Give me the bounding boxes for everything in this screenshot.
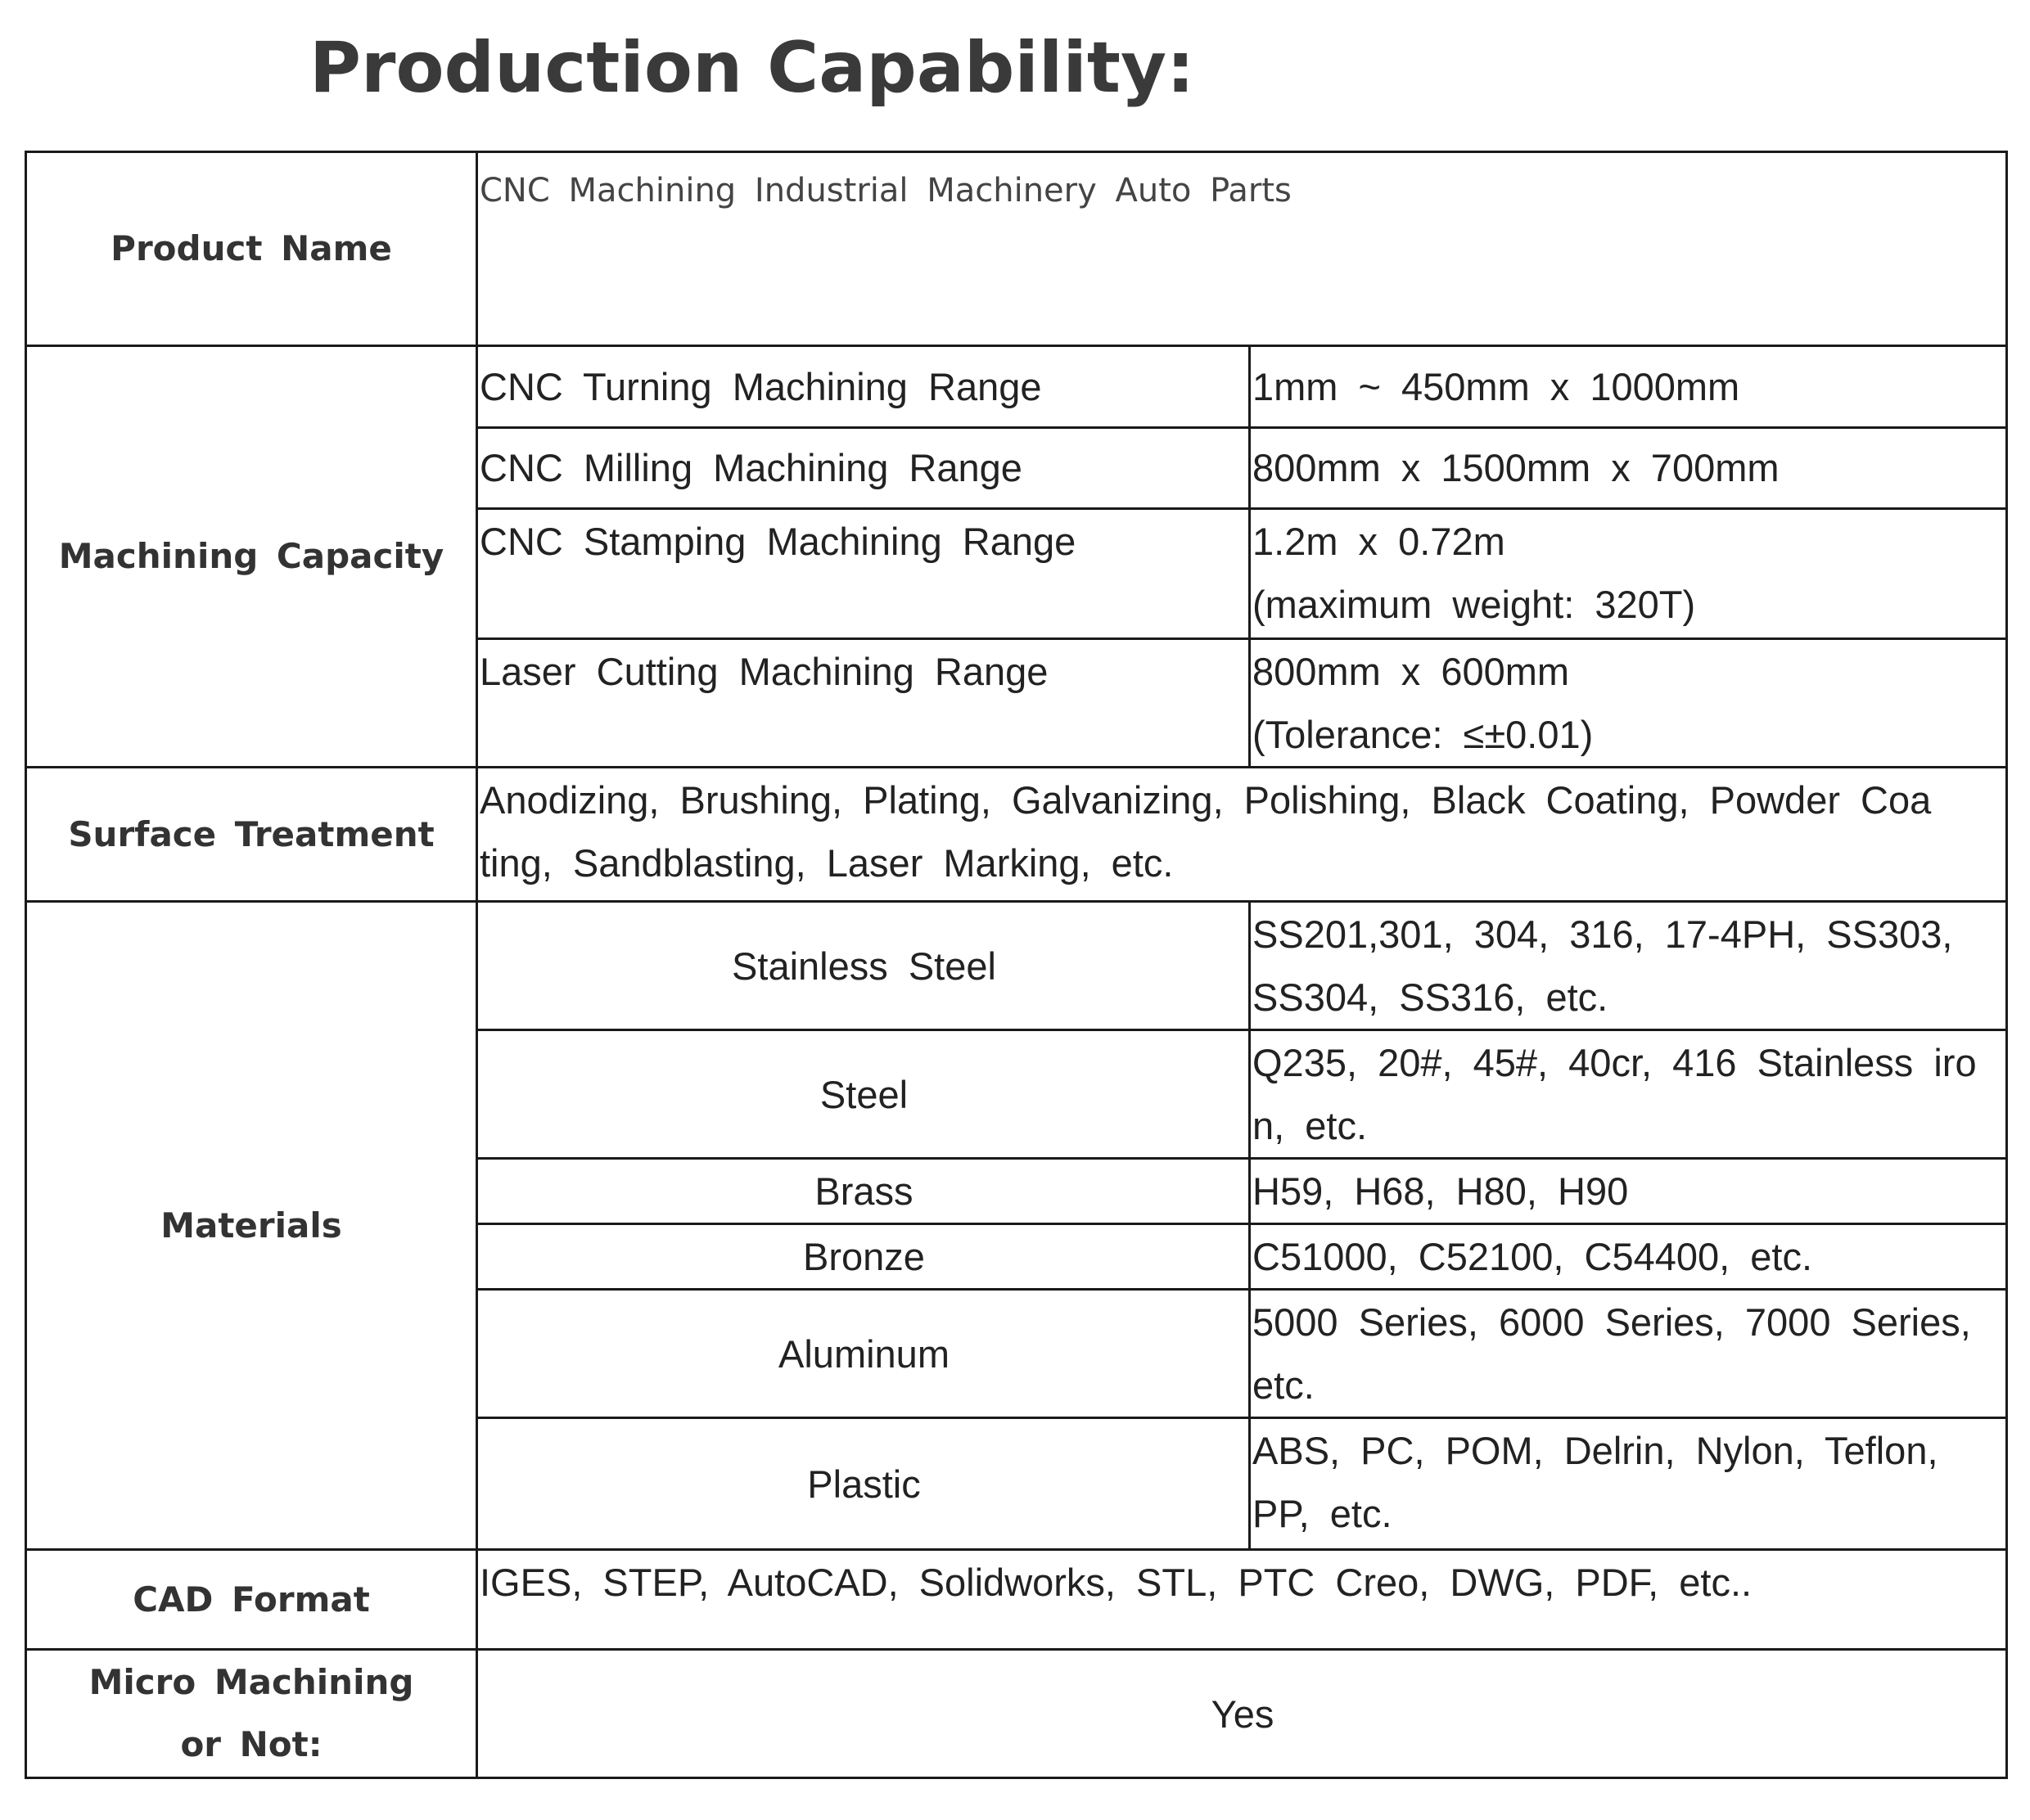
surface-treatment-row <box>26 768 2007 902</box>
value-line: (maximum weight: 320T) <box>1252 583 1696 626</box>
surface-treatment-label: Surface Treatment <box>26 768 477 902</box>
cad-format-label: CAD Format <box>26 1550 477 1650</box>
value-line: ting, Sandblasting, Laser Marking, etc. <box>480 841 1174 885</box>
value-line: 800mm x 600mm <box>1252 650 1570 693</box>
production-capability-table <box>25 151 2008 1779</box>
label-line: or Not: <box>180 1724 323 1764</box>
value-line: PP, etc. <box>1252 1492 1392 1535</box>
value-line: 1.2m x 0.72m <box>1252 520 1505 563</box>
machining-range-name: CNC Stamping Machining Range <box>477 509 1250 639</box>
material-grades: C51000, C52100, C54400, etc. <box>1250 1224 2007 1290</box>
value-line: n, etc. <box>1252 1104 1368 1147</box>
material-name: Bronze <box>477 1224 1250 1290</box>
surface-treatment-value <box>477 768 2007 902</box>
material-grades <box>1250 902 2007 1030</box>
material-grades <box>1250 1290 2007 1418</box>
material-name: Brass <box>477 1159 1250 1224</box>
machining-range-name: CNC Turning Machining Range <box>477 346 1250 428</box>
machining-range-value <box>1250 509 2007 639</box>
material-name: Aluminum <box>477 1290 1250 1418</box>
value-line: SS201,301, 304, 316, 17-4PH, SS303, <box>1252 912 1953 956</box>
materials-label: Materials <box>26 902 477 1550</box>
page-title: Production Capability: <box>309 27 1195 109</box>
product-name-value: CNC Machining Industrial Machinery Auto Parts <box>477 152 2007 346</box>
micro-machining-value: Yes <box>477 1650 2007 1778</box>
value-line: etc. <box>1252 1363 1315 1407</box>
material-grades <box>1250 1418 2007 1550</box>
material-grades <box>1250 1030 2007 1159</box>
material-row-stainless-steel <box>26 902 2007 1030</box>
material-name: Stainless Steel <box>477 902 1250 1030</box>
machining-range-name: Laser Cutting Machining Range <box>477 639 1250 768</box>
machining-range-value: 1mm ~ 450mm x 1000mm <box>1250 346 2007 428</box>
value-line: SS304, SS316, etc. <box>1252 975 1608 1019</box>
micro-machining-label <box>26 1650 477 1778</box>
cad-format-value: IGES, STEP, AutoCAD, Solidworks, STL, PTC Creo, DWG, PDF, etc.. <box>477 1550 2007 1650</box>
product-name-label: Product Name <box>26 152 477 346</box>
machining-range-value <box>1250 639 2007 768</box>
value-line: 5000 Series, 6000 Series, 7000 Series, <box>1252 1300 1971 1344</box>
machining-capacity-label: Machining Capacity <box>26 346 477 768</box>
cad-format-row <box>26 1550 2007 1650</box>
value-line: ABS, PC, POM, Delrin, Nylon, Teflon, <box>1252 1429 1938 1472</box>
value-line: Q235, 20#, 45#, 40cr, 416 Stainless iro <box>1252 1041 1977 1084</box>
machining-range-name: CNC Milling Machining Range <box>477 428 1250 509</box>
machining-range-value: 800mm x 1500mm x 700mm <box>1250 428 2007 509</box>
material-name: Steel <box>477 1030 1250 1159</box>
value-line: Anodizing, Brushing, Plating, Galvanizing, Polishing, Black Coating, Powder Coa <box>480 778 1932 822</box>
material-name: Plastic <box>477 1418 1250 1550</box>
machining-row-turning <box>26 346 2007 428</box>
micro-machining-row <box>26 1650 2007 1778</box>
product-name-row <box>26 152 2007 346</box>
label-line: Micro Machining <box>88 1662 414 1702</box>
value-line: (Tolerance: ≤±0.01) <box>1252 713 1594 756</box>
material-grades: H59, H68, H80, H90 <box>1250 1159 2007 1224</box>
